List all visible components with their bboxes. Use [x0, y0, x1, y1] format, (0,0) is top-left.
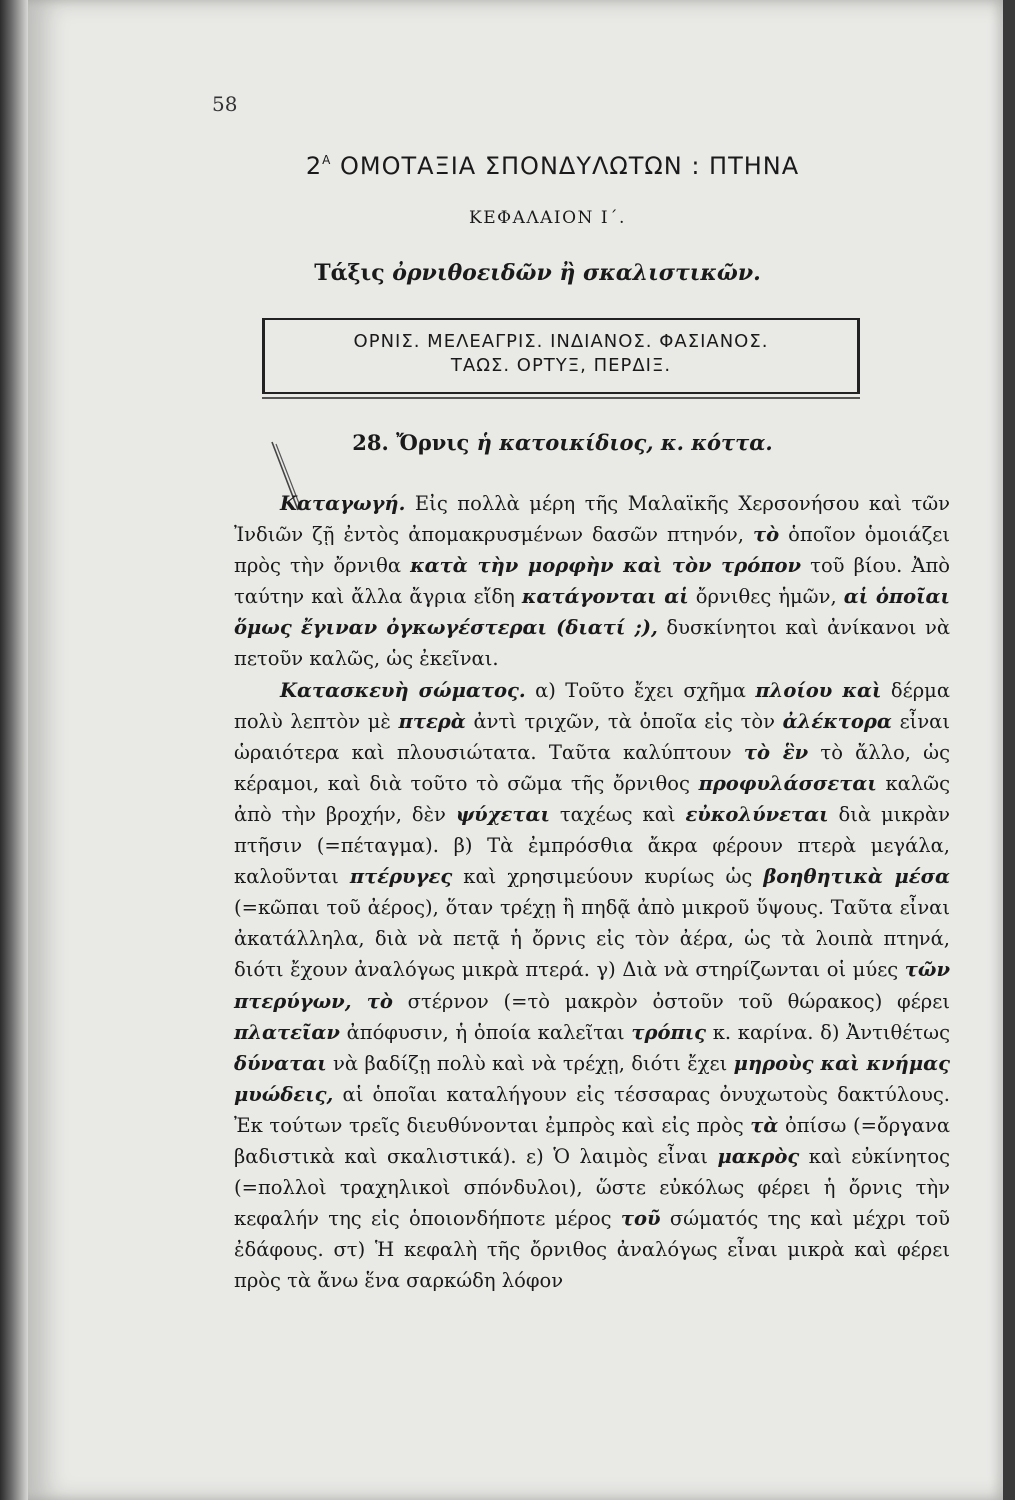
chapter-heading: ΚΕΦΑΛΑΙΟΝ Ι΄. — [469, 208, 626, 228]
paragraph-text: σώματός της καὶ μέχρι τοῦ ἐδάφους. στ) Ἡ κεφαλὴ τῆς ὄρνιθος ἀναλόγως εἶναι μικρὰ καὶ φέρει πρὸς τὰ ἄνω ἕνα σαρκώδη λόφον — [234, 1207, 950, 1293]
bold-term: δύναται — [234, 1051, 327, 1075]
paragraph-text: καὶ εὐκίνητος (=πολλοὶ τραχηλικοὶ σπόνδυλοι), ὥστε εὐκόλως φέρει ἡ ὄρνις τὴν κεφαλήν της εἰς ὁποιονδήποτε μέρος — [234, 1144, 950, 1231]
species-box — [262, 318, 860, 394]
paragraph-text: δυσκίνητοι καὶ ἀνίκανοι νὰ πετοῦν καλῶς, ὡς ἐκεῖναι. — [234, 616, 950, 671]
bold-term: ψύχεται — [455, 802, 550, 826]
paragraph-text: ὁποῖον ὁμοιάζει πρὸς τὴν ὄρνιθα — [234, 523, 951, 578]
paragraph-text: ὀπίσω (=ὄργανα βαδιστικὰ καὶ σκαλιστικά). ε) Ὁ λαιμὸς εἶναι — [234, 1113, 951, 1168]
bold-term: βοηθητικὰ μέσα — [763, 865, 951, 889]
bold-term: πτερὰ — [398, 709, 466, 733]
bold-term: τῶν πτερύγων, τὸ — [234, 958, 950, 1013]
species-line-1: ΟΡΝΙΣ. ΜΕΛΕΑΓΡΙΣ. ΙΝΔΙΑΝΟΣ. ΦΑΣΙΑΝΟΣ. — [353, 331, 769, 352]
section-title — [0, 152, 1015, 180]
paragraph-label: Κατασκευὴ σώματος. — [280, 678, 526, 702]
paragraph — [234, 488, 950, 675]
lesson-title-plain: Ὄρνις — [396, 430, 477, 455]
bold-term: προφυλάσσεται — [698, 771, 877, 795]
paragraph-text: τὸ ἄλλο, ὡς κέραμοι, καὶ διὰ τοῦτο τὸ σῶμα τῆς ὄρνιθος — [234, 740, 950, 795]
section-title-text: ΟΜΟΤΑΞΙΑ ΣΠΟΝΔΥΛΩΤΩΝ : ΠΤΗΝΑ — [339, 152, 800, 180]
paragraph-text: ἀντὶ τριχῶν, τὰ ὁποῖα εἰς τὸν — [465, 709, 783, 733]
lesson-title — [0, 430, 1015, 455]
paragraph-text: δέρμα πολὺ λεπτὸν μὲ — [234, 678, 950, 733]
order-title-plain: Τάξις — [314, 260, 393, 286]
bold-term: ἀλέκτορα — [782, 709, 892, 733]
bold-term: κατάγονται αἱ — [521, 585, 689, 609]
bold-term: πλοίου καὶ — [755, 678, 882, 702]
order-title-italic: ὀρνιθοειδῶν ἢ σκαλιστικῶν. — [392, 260, 761, 286]
paragraph — [234, 675, 950, 1297]
bold-term: πλατεῖαν — [234, 1020, 340, 1044]
bold-term: αἱ ὁποῖαι ὅμως ἔγιναν ὀγκωγέστεραι (διατί ;), — [234, 585, 950, 640]
paragraph-text: νὰ βαδίζῃ πολὺ καὶ νὰ τρέχῃ, διότι ἔχει — [326, 1051, 734, 1075]
bold-term: κατὰ τὴν μορφὴν καὶ τὸν τρόπον — [410, 554, 802, 578]
bold-term: εὐκολύνεται — [685, 802, 829, 826]
section-title-superscript: Α — [322, 153, 332, 167]
paragraph-text: διὰ μικρὰν πτῆσιν (=πέταγμα). β) Τὰ ἐμπρόσθια ἄκρα φέρουν πτερὰ μεγάλα, καλοῦνται — [234, 802, 950, 889]
paragraph-text: ταχέως καὶ — [549, 802, 686, 826]
bold-term: τὸ ἓν — [743, 740, 809, 764]
bold-term: τὰ — [750, 1113, 779, 1137]
bold-term: τοῦ — [620, 1207, 661, 1231]
paragraph-label: Καταγωγή. — [280, 492, 406, 515]
page-number: 58 — [212, 92, 238, 116]
body-text — [234, 488, 950, 1296]
paragraph-text: ἀπόφυσιν, ἡ ὁποία καλεῖται — [339, 1020, 632, 1044]
section-title-prefix: 2 — [305, 152, 323, 180]
paragraph-text: στέρνον (=τὸ μακρὸν ὀστοῦν τοῦ θώρακος) φέρει — [392, 989, 951, 1013]
paragraph-text: τοῦ βίου. Ἀπὸ ταύτην καὶ ἄλλα ἄγρια εἴδη — [234, 554, 950, 609]
paragraph-text: εἶναι ὡραιότερα καὶ πλουσιώτατα. Ταῦτα καλύπτουν — [234, 709, 950, 764]
paragraph-text: Εἰς πολλὰ μέρη τῆς Μαλαϊκῆς Χερσονήσου καὶ τῶν Ἰνδιῶν ζῇ ἐντὸς ἀπομακρυσμένων δασῶν πτηνόν, — [234, 492, 950, 547]
paragraph-text: αἱ ὁποῖαι καταλήγουν εἰς τέσσαρας ὀνυχωτοὺς δακτύλους. Ἐκ τούτων τρεῖς διευθύνονται ἐμπρὸς καὶ εἰς πρὸς — [234, 1082, 950, 1137]
box-divider — [262, 397, 860, 399]
paragraph-text: (=κῶπαι τοῦ ἀέρος), ὅταν τρέχῃ ἢ πηδᾷ ἀπὸ μικροῦ ὕψους. Ταῦτα εἶναι ἀκατάλληλα, διὰ νὰ πετᾷ ἡ ὄρνις εἰς τὸν ἀέρα, ὡς τὰ λοιπὰ πτηνά, διότι ἔχουν ἀναλόγως μικρὰ πτερά. γ) Διὰ νὰ στηρίζωνται οἱ μύες — [234, 896, 950, 982]
paragraph-text: α) Τοῦτο ἔχει σχῆμα — [525, 678, 756, 702]
paragraph-text: κ. καρίνα. δ) Ἀντιθέτως — [706, 1020, 950, 1044]
order-title — [0, 260, 1015, 286]
species-line-2: ΤΑΩΣ. ΟΡΤΥΞ, ΠΕΡΔΙΞ. — [450, 355, 672, 376]
lesson-number: 28. — [352, 430, 397, 455]
bold-term: τρόπις — [631, 1020, 707, 1044]
bold-term: πτέρυγες — [349, 865, 453, 889]
bold-term: μακρὸς — [717, 1144, 800, 1168]
bold-term: μηροὺς καὶ κνήμας μυώδεις, — [234, 1051, 950, 1106]
bold-term: τὸ — [753, 523, 780, 547]
lesson-title-italic: ἡ κατοικίδιος, κ. κόττα. — [476, 430, 773, 455]
paragraph-text: ὄρνιθες ἡμῶν, — [688, 585, 844, 609]
paragraph-text: καλῶς ἀπὸ τὴν βροχήν, δὲν — [234, 771, 950, 826]
paragraph-text: καὶ χρησιμεύουν κυρίως ὡς — [452, 865, 764, 889]
